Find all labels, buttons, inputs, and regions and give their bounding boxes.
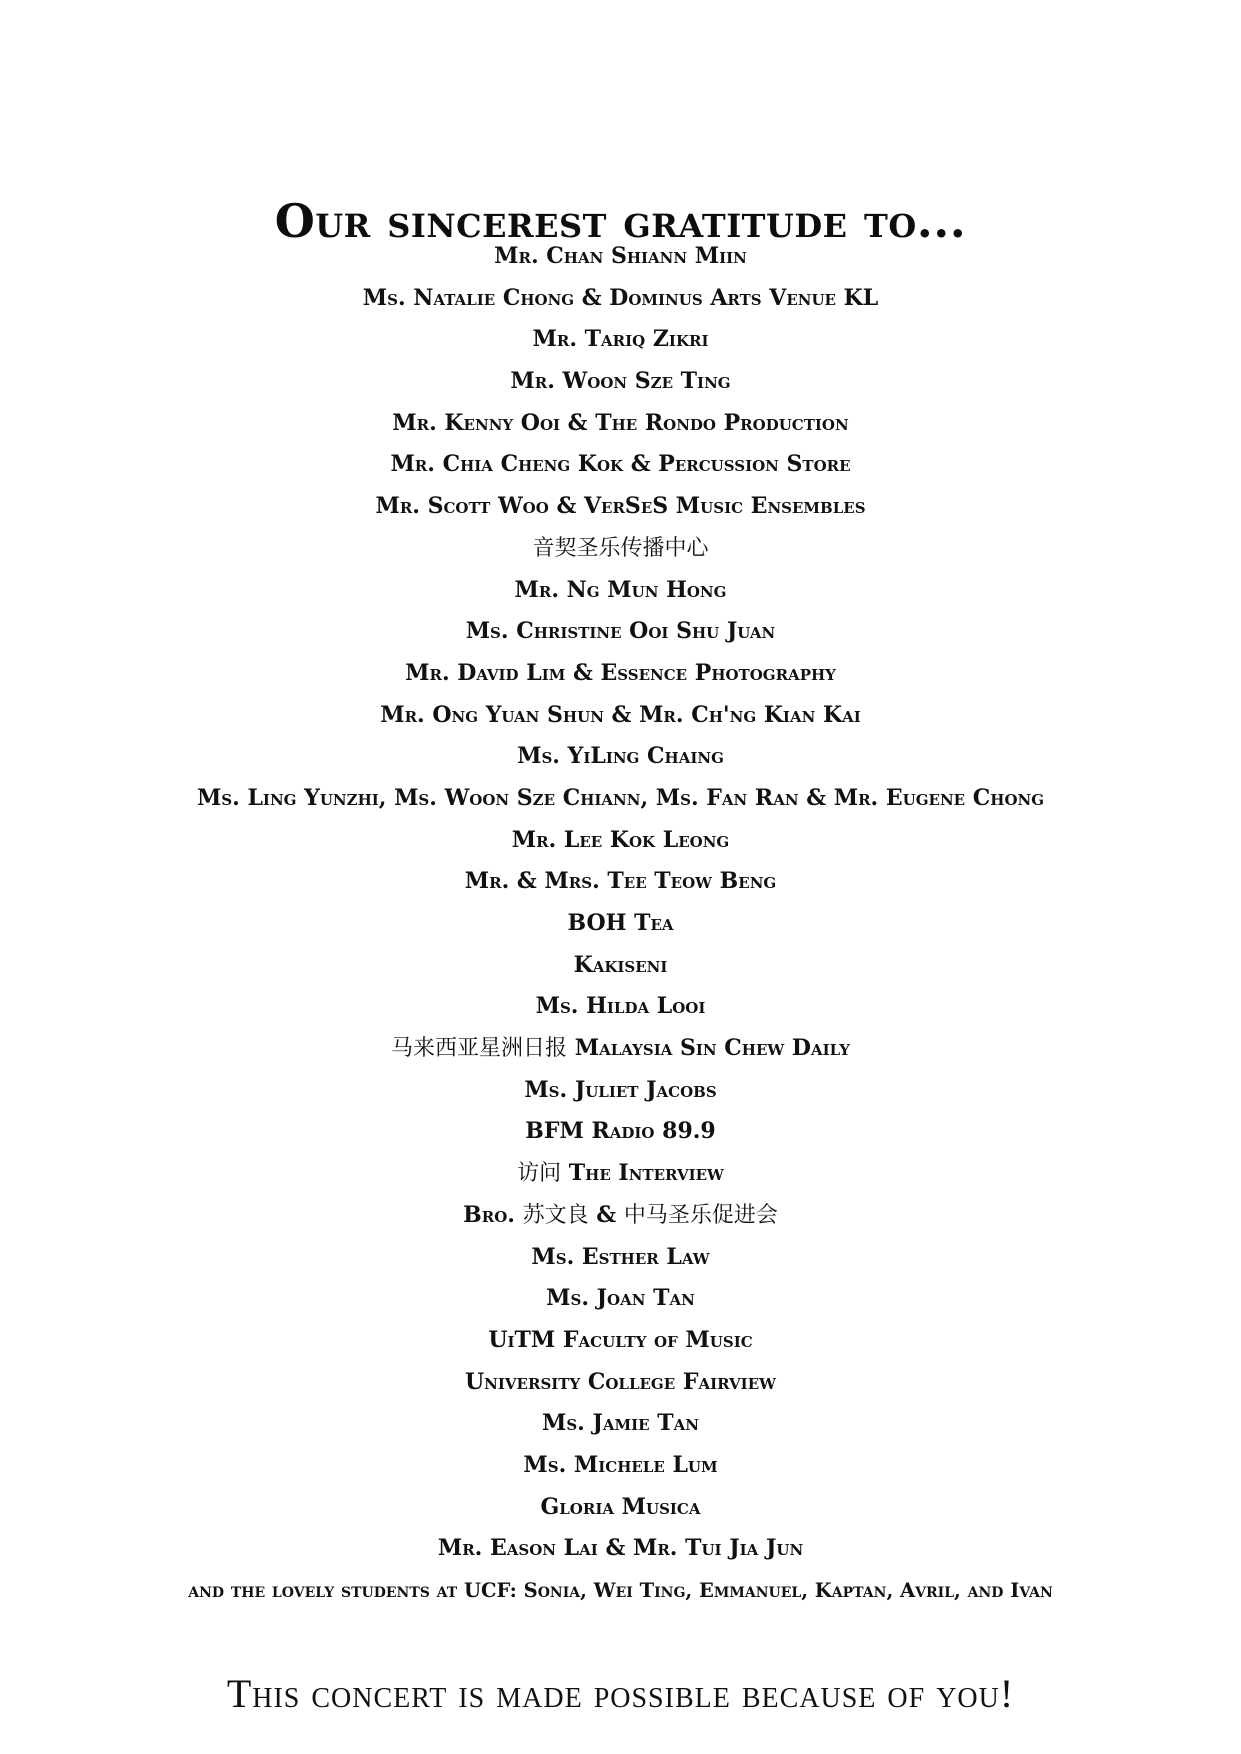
closing-message: This concert is made possible because of you! [226,1671,1015,1716]
gratitude-item: Ms. Christine Ooi Shu Juan [465,618,776,645]
gratitude-item: Mr. Woon Sze Ting [510,368,731,395]
gratitude-item: 访问 The Interview [517,1160,724,1187]
gratitude-item: BFM Radio 89.9 [525,1118,716,1145]
gratitude-item: Kakiseni [573,951,668,978]
gratitude-item: Ms. Hilda Looi [535,993,706,1020]
page-title: Our sincerest gratitude to... [274,193,967,248]
gratitude-item: Ms. Ling Yunzhi, Ms. Woon Sze Chiann, Ms. Fan Ran & Mr. Eugene Chong [196,784,1045,811]
gratitude-item: Mr. Scott Woo & VerSeS Music Ensembles [375,493,866,520]
gratitude-item: Mr. & Mrs. Tee Teow Beng [464,868,777,895]
gratitude-item: Bro. 苏文良 & 中马圣乐促进会 [463,1201,778,1228]
gratitude-item: Mr. Kenny Ooi & The Rondo Production [392,409,849,436]
gratitude-item: Mr. David Lim & Essence Photography [405,659,836,686]
gratitude-item: Mr. Eason Lai & Mr. Tui Jia Jun [437,1535,804,1562]
gratitude-item: Ms. YiLing Chaing [517,743,724,770]
gratitude-item: Ms. Michele Lum [523,1451,718,1478]
gratitude-item: 音契圣乐传播中心 [532,535,709,561]
gratitude-item: Ms. Natalie Chong & Dominus Arts Venue KL [362,284,879,311]
gratitude-item: 马来西亚星洲日报 Malaysia Sin Chew Daily [391,1035,850,1062]
gratitude-list [0,236,1241,1612]
gratitude-item: University College Fairview [465,1368,776,1395]
gratitude-item-students: and the lovely students at UCF: Sonia, Wei Ting, Emmanuel, Kaptan, Avril, and Ivan [188,1579,1053,1602]
gratitude-item: Mr. Lee Kok Leong [511,826,730,853]
gratitude-item: Gloria Musica [540,1493,701,1520]
gratitude-item: Ms. Juliet Jacobs [524,1076,717,1103]
gratitude-item: Mr. Chia Cheng Kok & Percussion Store [390,451,851,478]
gratitude-item: Ms. Joan Tan [546,1285,695,1312]
gratitude-item: Ms. Jamie Tan [542,1410,699,1437]
gratitude-item: Mr. Chan Shiann Miin [494,243,747,269]
gratitude-item: UiTM Faculty of Music [488,1326,753,1353]
gratitude-item: BOH Tea [567,910,674,936]
gratitude-item: Mr. Tariq Zikri [532,326,709,353]
gratitude-item: Ms. Esther Law [531,1243,710,1270]
gratitude-item: Mr. Ong Yuan Shun & Mr. Ch'ng Kian Kai [380,701,861,728]
gratitude-item: Mr. Ng Mun Hong [514,576,727,603]
